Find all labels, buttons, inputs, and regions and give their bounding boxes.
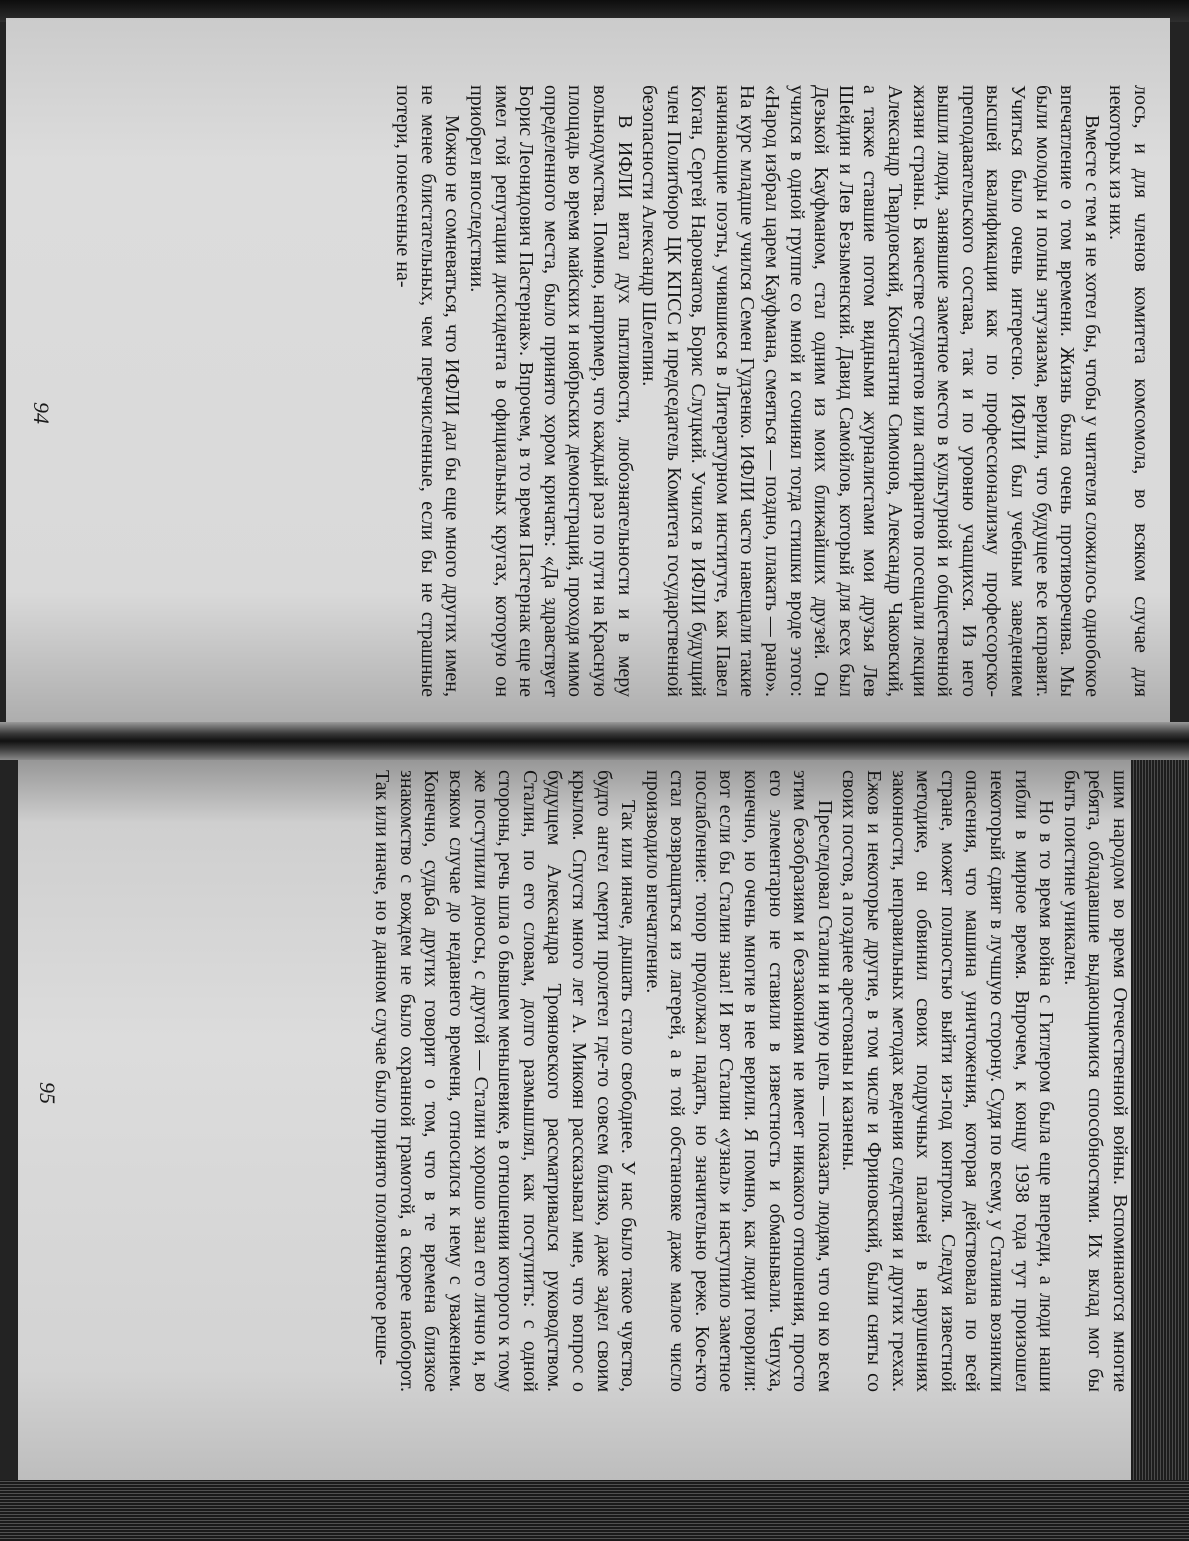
page-95-paragraph: Но в то время война с Гитлером была еще впереди, а люди наши гибли в мирное время. Впрочем, к концу 1938 года тут произошел некоторый сдвиг в лучшую сторону. Судя по всему, у Сталина возникли опасения, что машина уничтожения, которая действовала по всей стране, может полностью выйти из-под контроля. Следуя известной методике, он обвинил своих подручных палачей в нарушениях законности, неправильных методах ведения следствия и других грехах. Ежов и некоторые другие, в том числе и Фриновский, были сняты со своих постов, а позднее арестованы и казнены. [838,770,1058,1392]
page-95-text-block [370,770,1132,1392]
page-95-paragraph: Так или иначе, дышать стало свободнее. У нас было такое чувство, будто ангел смерти пролетел где-то совсем близко, даже задел своим крылом. Спустя много лет А. Микоян рассказывал мне, что вопрос о будущем Александра Трояновского рассматривался руководством. Сталин, по его словам, долго размышлял, как поступить: с одной стороны, речь шла о бывшем меньшевике, в отношении которого к тому же поступили доносы, с другой — Сталин хорошо знал его лично и, во всяком случае до недавнего времени, относился к нему с уважением. Конечно, судьба других говорит о том, что в те времена близкое знакомство с вождем не было охранной грамотой, а скорее наоборот. Так или иначе, но в данном случае было принято половинчатое реше- [371,770,640,1392]
book-bottom-edge [0,1480,1189,1541]
page-stack-edge [1131,760,1189,1541]
page-94-paragraph: Можно не сомневаться, что ИФЛИ дал бы еще много других имен, не менее блистательных, чем перечисленные, если бы не страшные потери, понесенные на- [392,85,464,697]
page-94-paragraph: В ИФЛИ витал дух пытливости, любознательности и в меру вольнодумства. Помню, например, что каждый раз по пути на Красную площадь во время майских и ноябрьских демонстраций, проходя мимо определенного места, было принято хором кричать: «Да здравствует Борис Леонидович Пастернак». Впрочем, в то время Пастернак еще не имел той репутации диссидента в официальных кругах, которую он приобрел впоследствии. [465,85,636,697]
page-95-paragraph: Преследовал Сталин и иную цель — показать людям, что он ко всем этим безобразиям и беззакониям не имеет никакого отношения, просто его элементарно не ставили в известность и обманывали. Чепуха, конечно, но очень многие в нее верили. Я помню, как люди говорили: вот если бы Сталин знал! И вот Сталин «узнал» и наступило заметное послабление: топор продолжал падать, но значительно реже. Кое-кто стал возвращаться из лагерей, а в той обстановке даже малое число производило впечатление. [641,770,836,1392]
page-number-95: 95 [35,1082,60,1104]
page-95-paragraph: шим народом во время Отечественной войны. Вспоминаются многие ребята, обладавшие выдающимися способностями. Их вклад мог бы быть поистине уникален. [1059,770,1131,1392]
page-94-text-block [391,85,1153,697]
page-94-paragraph: Вместе с тем я не хотел бы, чтобы у читателя сложилось однобокое впечатление о том времени. Жизнь была очень противоречива. Мы были молоды и полны энтузиазма, верили, что будущее все исправит. Учиться было очень интересно. ИФЛИ был учебным заведением высшей квалификации как по профессионализму профессорско-преподавательского состава, так и по уровню учащихся. Из него вышли люди, занявшие заметное место в культурной и общественной жизни страны. В качестве студентов или аспирантов посещали лекции Александр Твардовский, Константин Симонов, Александр Чаковский, а также ставшие потом видными журналистами мои друзья Лев Шейдин и Лев Безыменский. Давид Самойлов, который для всех был Дезькой Кауфманом, стал одним из моих ближайших друзей. Он учился в одной группе со мной и сочинял тогда стишки вроде этого: «Народ избрал царем Кауфмана, смеяться — поздно, плакать — рано». На курс младше учился Семен Гудзенко. ИФЛИ часто навещали такие начинающие поэты, учившиеся в Литературном институте, как Павел Коган, Сергей Наровчатов, Борис Слуцкий. Учился в ИФЛИ будущий член Политбюро ЦК КПСС и председатель Комитета государственной безопасности Александр Шелепин. [638,85,1103,697]
book-spine-gutter [0,722,1189,760]
page-94-paragraph: лось, и для членов комитета комсомола, во всяком случае для некоторых из них. [1105,85,1152,697]
page-number-94: 94 [29,402,54,424]
